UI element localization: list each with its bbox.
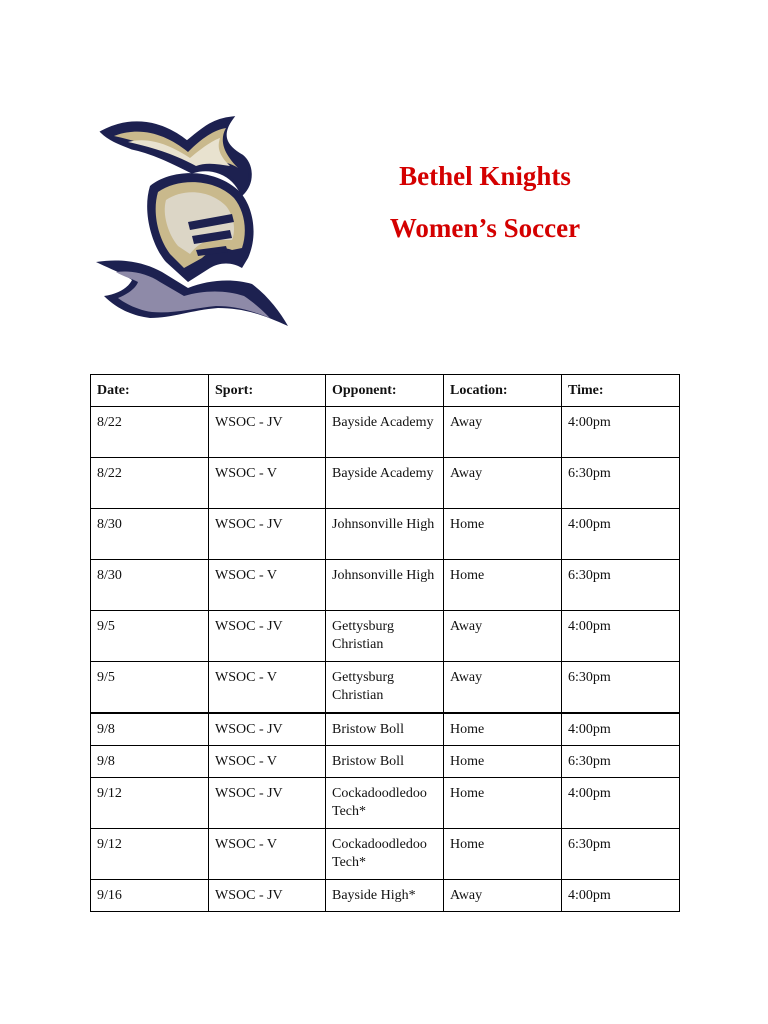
location-cell: Home [444, 560, 562, 611]
table-row [91, 458, 680, 509]
sport-cell: WSOC - V [209, 560, 326, 611]
location-cell: Away [444, 407, 562, 458]
opponent-cell: Cockadoodledoo Tech* [326, 829, 444, 880]
date-cell: 9/8 [91, 746, 209, 778]
time-cell: 6:30pm [562, 829, 680, 880]
opponent-cell: Bayside Academy [326, 458, 444, 509]
time-cell: 4:00pm [562, 611, 680, 662]
date-cell: 8/30 [91, 560, 209, 611]
table-row [91, 880, 680, 912]
location-cell: Home [444, 509, 562, 560]
location-cell: Home [444, 829, 562, 880]
opponent-cell: Johnsonville High [326, 509, 444, 560]
sport-cell: WSOC - V [209, 662, 326, 714]
time-cell: 6:30pm [562, 560, 680, 611]
knight-helmet-logo [92, 112, 292, 332]
date-cell: 9/5 [91, 611, 209, 662]
opponent-cell: Cockadoodledoo Tech* [326, 778, 444, 829]
time-cell: 6:30pm [562, 458, 680, 509]
table-row [91, 778, 680, 829]
sport-cell: WSOC - JV [209, 713, 326, 746]
location-cell: Away [444, 662, 562, 714]
table-row [91, 509, 680, 560]
sport-cell: WSOC - V [209, 829, 326, 880]
table-row [91, 407, 680, 458]
location-cell: Away [444, 611, 562, 662]
date-cell: 8/30 [91, 509, 209, 560]
time-cell: 4:00pm [562, 713, 680, 746]
time-cell: 4:00pm [562, 509, 680, 560]
location-cell: Away [444, 458, 562, 509]
date-cell: 9/16 [91, 880, 209, 912]
title-block [330, 160, 640, 244]
sport-cell: WSOC - V [209, 746, 326, 778]
column-header-opponent: Opponent: [326, 375, 444, 407]
date-cell: 9/5 [91, 662, 209, 714]
date-cell: 9/12 [91, 829, 209, 880]
knight-helmet-icon [92, 112, 292, 332]
table-header-row [91, 375, 680, 407]
schedule-table [90, 374, 680, 912]
sport-cell: WSOC - JV [209, 407, 326, 458]
time-cell: 4:00pm [562, 880, 680, 912]
opponent-cell: Johnsonville High [326, 560, 444, 611]
sport-cell: WSOC - JV [209, 509, 326, 560]
date-cell: 9/12 [91, 778, 209, 829]
opponent-cell: Bristow Boll [326, 746, 444, 778]
page-subtitle: Women’s Soccer [389, 213, 581, 243]
sport-cell: WSOC - JV [209, 611, 326, 662]
location-cell: Home [444, 713, 562, 746]
column-header-location: Location: [444, 375, 562, 407]
opponent-cell: Gettysburg Christian [326, 662, 444, 714]
table-row [91, 611, 680, 662]
time-cell: 6:30pm [562, 662, 680, 714]
table-row [91, 662, 680, 714]
date-cell: 8/22 [91, 458, 209, 509]
date-cell: 9/8 [91, 713, 209, 746]
location-cell: Away [444, 880, 562, 912]
table-row [91, 746, 680, 778]
sport-cell: WSOC - JV [209, 880, 326, 912]
table-row [91, 829, 680, 880]
time-cell: 4:00pm [562, 407, 680, 458]
opponent-cell: Bayside High* [326, 880, 444, 912]
location-cell: Home [444, 746, 562, 778]
location-cell: Home [444, 778, 562, 829]
table-row [91, 560, 680, 611]
time-cell: 6:30pm [562, 746, 680, 778]
sport-cell: WSOC - V [209, 458, 326, 509]
table-row [91, 713, 680, 746]
opponent-cell: Gettysburg Christian [326, 611, 444, 662]
page-title: Bethel Knights [399, 161, 571, 191]
opponent-cell: Bayside Academy [326, 407, 444, 458]
column-header-sport: Sport: [209, 375, 326, 407]
sport-cell: WSOC - JV [209, 778, 326, 829]
date-cell: 8/22 [91, 407, 209, 458]
time-cell: 4:00pm [562, 778, 680, 829]
column-header-date: Date: [91, 375, 209, 407]
opponent-cell: Bristow Boll [326, 713, 444, 746]
column-header-time: Time: [562, 375, 680, 407]
